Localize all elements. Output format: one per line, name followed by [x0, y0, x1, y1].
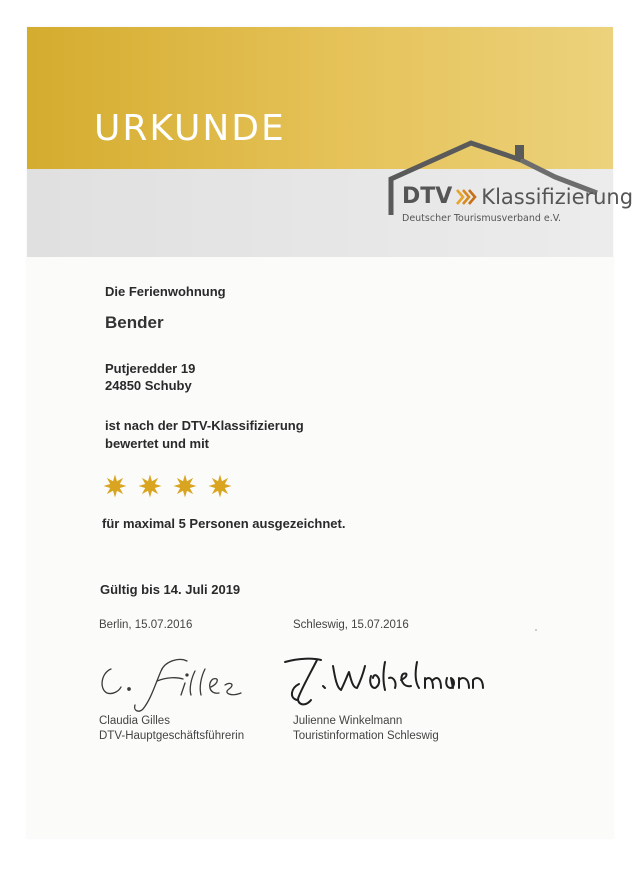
- dtv-logo: [402, 182, 633, 212]
- paper-speck: [535, 629, 537, 631]
- rating-line-1: ist nach der DTV-Klassifizierung: [105, 418, 304, 433]
- logo-subtitle: Deutscher Tourismusverband e.V.: [402, 213, 562, 224]
- intro-text: Die Ferienwohnung: [105, 284, 226, 299]
- signatory-1-name: Claudia Gilles: [99, 715, 170, 727]
- signature-winkelmann: [277, 642, 507, 717]
- signatory-2-role: Touristinformation Schleswig: [293, 730, 439, 742]
- property-name: Bender: [105, 313, 164, 332]
- address-city: 24850 Schuby: [105, 378, 192, 393]
- validity-text: Gültig bis 14. Juli 2019: [100, 582, 241, 597]
- rating-line-2: bewertet und mit: [105, 436, 210, 451]
- star-icon: [173, 474, 197, 498]
- signatory-1-place-date: Berlin, 15.07.2016: [99, 619, 193, 631]
- signatory-2-place-date: Schleswig, 15.07.2016: [293, 619, 409, 631]
- signature-gilles: [91, 647, 271, 717]
- signatory-2-name: Julienne Winkelmann: [293, 715, 403, 727]
- star-icon: [208, 474, 232, 498]
- certificate-title: URKUNDE: [94, 108, 286, 149]
- rating-statement: [105, 417, 304, 453]
- signatory-1-block: [99, 714, 244, 744]
- star-icon: [138, 474, 162, 498]
- chevrons-icon: [455, 188, 477, 206]
- capacity-text: für maximal 5 Personen ausgezeichnet.: [102, 516, 346, 531]
- star-rating: [103, 474, 243, 503]
- signatory-1-role: DTV-Hauptgeschäftsführerin: [99, 730, 245, 742]
- address-street: Putjeredder 19: [105, 361, 196, 376]
- star-icon: [103, 474, 127, 498]
- certificate-sheet: [27, 27, 634, 838]
- signatory-2-block: [293, 714, 439, 744]
- logo-brand-text: DTV: [402, 184, 453, 209]
- property-address: [105, 360, 195, 394]
- logo-name-text: Klassifizierung: [481, 185, 634, 209]
